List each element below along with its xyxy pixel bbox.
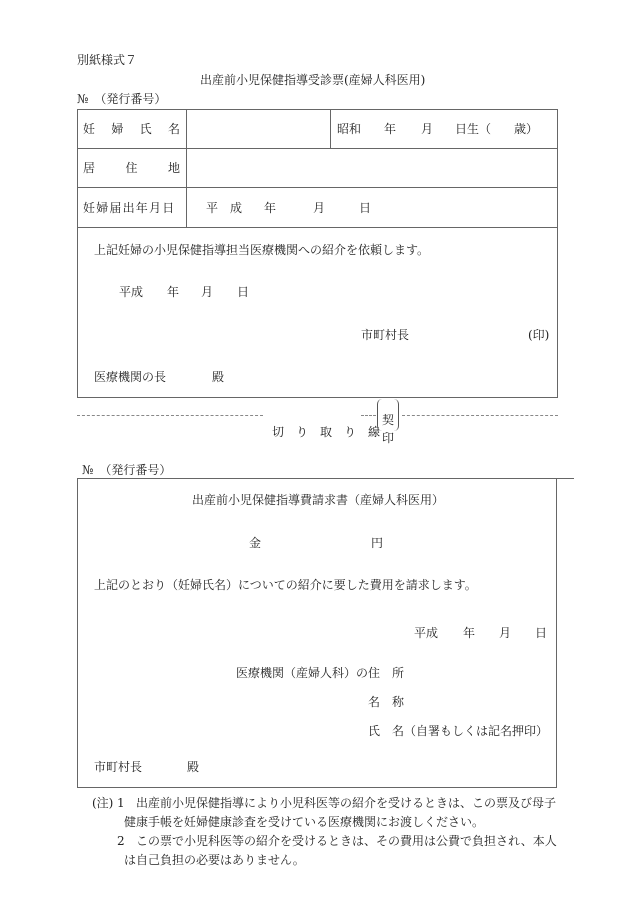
signer-name-label: 氏 名（自署もしくは記名押印） [368, 724, 549, 738]
institution-address-label: 医療機関（産婦人科）の住 所 [236, 666, 405, 680]
amount-prefix: 金 [249, 536, 262, 550]
note-1-line-2: 健康手帳を妊婦健康診査を受けている医療機関にお渡しください。 [124, 815, 485, 829]
notes-prefix: (注) [92, 796, 114, 810]
cut-line-label: 切 り 取 り 線 [272, 425, 381, 439]
table-border-top [77, 109, 558, 110]
addressee-label: 医療機関の長 [94, 370, 167, 384]
birth-column-divider [330, 109, 331, 148]
note-1-line-1: 出産前小児保健指導により小児科医等の紹介を受けるときは、この票及び母子 [136, 796, 557, 810]
tally-seal-top: 契 [382, 413, 395, 427]
invoice-border-bottom [77, 787, 557, 788]
invoice-border-right [556, 478, 557, 788]
note-2-line-1: この票で小児科医等の紹介を受けるときは、その費用は公費で負担され、本人 [136, 834, 557, 848]
label-pregnant-woman-name: 妊 婦 氏 名 [83, 122, 180, 136]
table-border-bottom [77, 397, 558, 398]
note-1-number: 1 [117, 796, 125, 810]
honorific: 殿 [212, 370, 225, 384]
note-2-line-2: は自己負担の必要はありません。 [124, 853, 305, 867]
table-border-right [557, 109, 558, 398]
amount-suffix: 円 [371, 536, 384, 550]
institution-name-label: 名 称 [368, 695, 405, 709]
table-border-left [77, 109, 78, 398]
tally-seal-bottom: 印 [382, 431, 395, 445]
invoice-border-top [77, 478, 574, 479]
table-row-divider [77, 148, 558, 149]
table-row-divider [77, 187, 558, 188]
label-column-divider [186, 109, 187, 227]
invoice-title: 出産前小児保健指導費請求書（産婦人科医用） [192, 493, 445, 507]
issue-number-label: № （発行番号） [77, 92, 167, 106]
invoice-honorific: 殿 [187, 760, 200, 774]
form-title: 出産前小児保健指導受診票(産婦人科医用) [200, 73, 426, 87]
invoice-addressee: 市町村長 [94, 760, 143, 774]
form-number: 別紙様式７ [77, 53, 138, 67]
invoice-border-left [77, 478, 78, 788]
label-residence: 居 住 地 [83, 161, 180, 175]
invoice-issue-number-label: № （発行番号） [82, 463, 172, 477]
cut-line-right [402, 415, 558, 416]
amount-field[interactable] [298, 532, 370, 550]
residence-field[interactable] [188, 150, 556, 186]
seal-label: (印) [528, 328, 550, 342]
claim-text: 上記のとおり（妊婦氏名）についての紹介に要した費用を請求します。 [94, 578, 477, 592]
note-2-number: 2 [117, 834, 125, 848]
cut-line-middle [361, 415, 376, 416]
cut-line-left [77, 415, 263, 416]
request-text: 上記妊婦の小児保健指導担当医療機関への紹介を依頼します。 [94, 243, 430, 257]
pregnant-woman-name-field[interactable] [188, 111, 329, 147]
label-notification-date: 妊婦届出年月日 [83, 201, 176, 215]
table-row-divider [77, 227, 558, 228]
mayor-label: 市町村長 [361, 328, 410, 342]
